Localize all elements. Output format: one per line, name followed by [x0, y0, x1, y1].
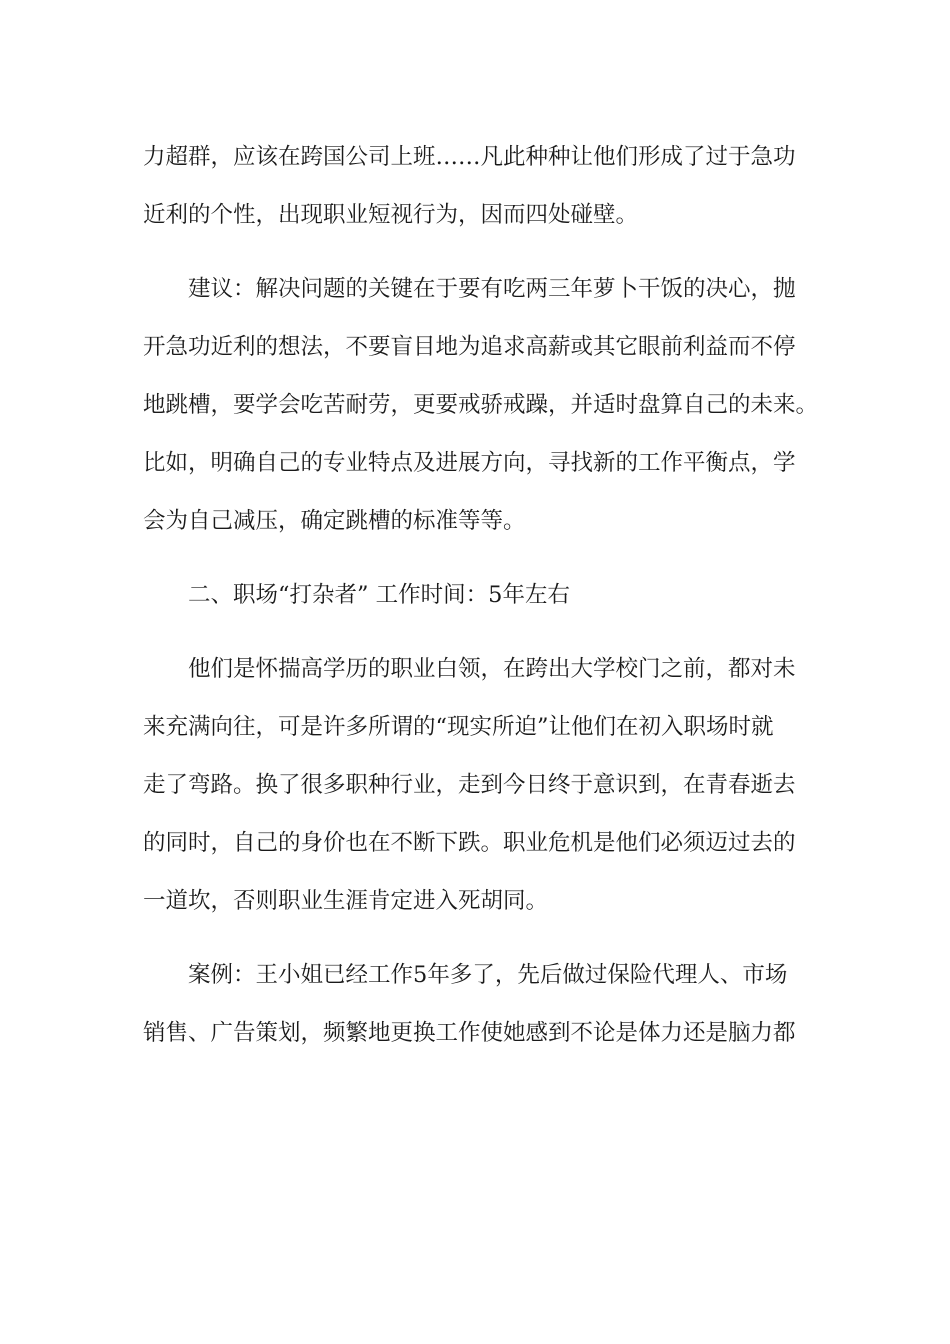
text-line: 力超群，应该在跨国公司上班……凡此种种让他们形成了过于急功 — [143, 144, 796, 170]
text-line: 案例：王小姐已经工作5年多了，先后做过保险代理人、市场 — [188, 962, 788, 988]
text-line: 他们是怀揣高学历的职业白领，在跨出大学校门之前，都对未 — [188, 656, 796, 682]
text-line: 开急功近利的想法，不要盲目地为追求高薪或其它眼前利益而不停 — [143, 334, 796, 360]
text-line: 会为自己减压，确定跳槽的标准等等。 — [143, 508, 526, 534]
text-line: 走了弯路。换了很多职种行业，走到今日终于意识到，在青春逝去 — [143, 772, 796, 798]
text-line: 的同时，自己的身价也在不断下跌。职业危机是他们必须迈过去的 — [143, 830, 796, 856]
text-line: 近利的个性，出现职业短视行为，因而四处碰壁。 — [143, 202, 639, 228]
text-line: 销售、广告策划，频繁地更换工作使她感到不论是体力还是脑力都 — [143, 1020, 796, 1046]
text-line: 一道坎，否则职业生涯肯定进入死胡同。 — [143, 888, 549, 914]
text-line: 来充满向往，可是许多所谓的“现实所迫”让他们在初入职场时就 — [143, 714, 774, 740]
section-heading: 二、职场“打杂者” 工作时间：5年左右 — [188, 582, 570, 608]
text-line: 地跳槽，要学会吃苦耐劳，更要戒骄戒躁，并适时盘算自己的未来。 — [143, 392, 819, 418]
text-line: 建议：解决问题的关键在于要有吃两三年萝卜干饭的决心，抛 — [188, 276, 796, 302]
text-line: 比如，明确自己的专业特点及进展方向，寻找新的工作平衡点，学 — [143, 450, 796, 476]
document-body — [143, 128, 819, 1062]
